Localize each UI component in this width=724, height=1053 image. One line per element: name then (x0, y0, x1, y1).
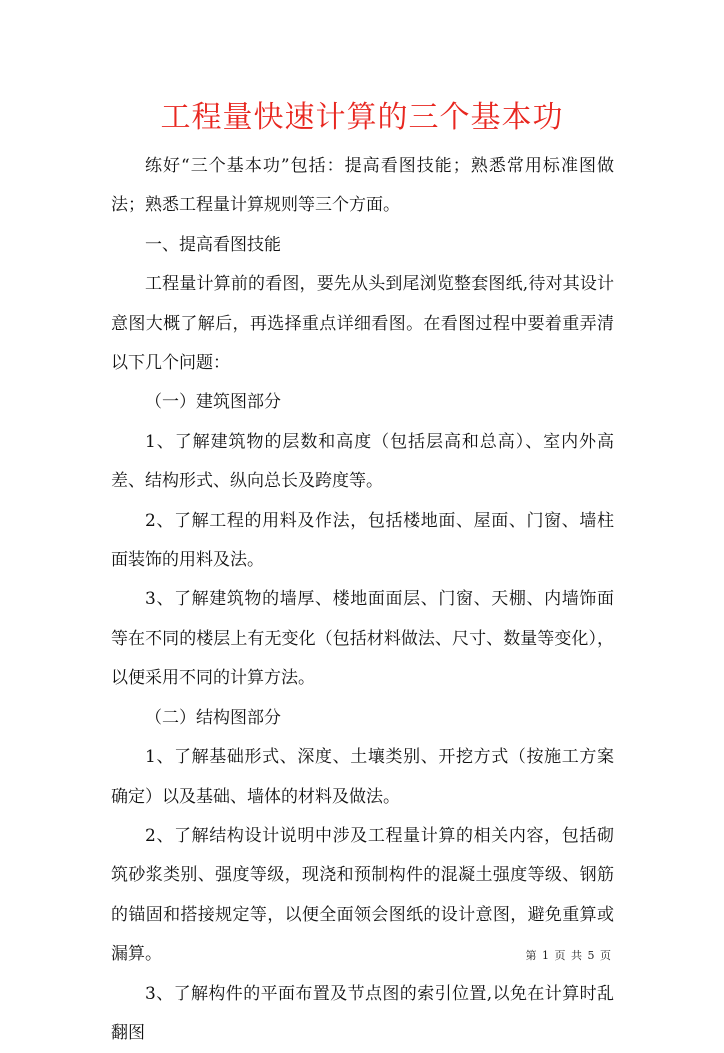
document-title: 工程量快速计算的三个基本功 (160, 100, 564, 135)
list-item-architecture-3: 3、了解建筑物的墙厚、楼地面面层、门窗、天棚、内墙饰面等在不同的楼层上有无变化（包括材料做法、尺寸、数量等变化），以便采用不同的计算方法。 (111, 589, 614, 689)
paragraph-reading-overview: 工程量计算前的看图，要先从头到尾浏览整套图纸,待对其设计意图大概了解后，再选择重点详细看图。在看图过程中要着重弄清以下几个问题： (111, 274, 614, 374)
list-item-structure-1: 1、了解基础形式、深度、土壤类别、开挖方式（按施工方案确定）以及基础、墙体的材料及做法。 (111, 747, 614, 807)
list-item-structure-2: 2、了解结构设计说明中涉及工程量计算的相关内容，包括砌筑砂浆类别、强度等级，现浇和预制构件的混凝土强度等级、钢筋的锚固和搭接规定等，以便全面领会图纸的设计意图，避免重算或漏算。 (111, 825, 614, 965)
section-heading-1: 一、提高看图技能 (145, 234, 281, 255)
subsection-heading-architecture: （一）建筑图部分 (145, 392, 281, 413)
list-item-architecture-1: 1、了解建筑物的层数和高度（包括层高和总高）、室内外高差、结构形式、纵向总长及跨度等。 (111, 431, 614, 492)
list-item-architecture-2: 2、了解工程的用料及作法，包括楼地面、屋面、门窗、墙柱面装饰的用料及法。 (111, 510, 614, 571)
document-body (111, 147, 614, 1053)
list-item-structure-3: 3、了解构件的平面布置及节点图的索引位置,以免在计算时乱翻图 (111, 983, 614, 1043)
paragraph-intro: 练好“三个基本功”包括：提高看图技能；熟悉常用标准图做法；熟悉工程量计算规则等三个方面。 (111, 156, 614, 216)
page-number-footer: 第 1 页 共 5 页 (525, 949, 612, 962)
subsection-heading-structure: （二）结构图部分 (145, 707, 281, 728)
